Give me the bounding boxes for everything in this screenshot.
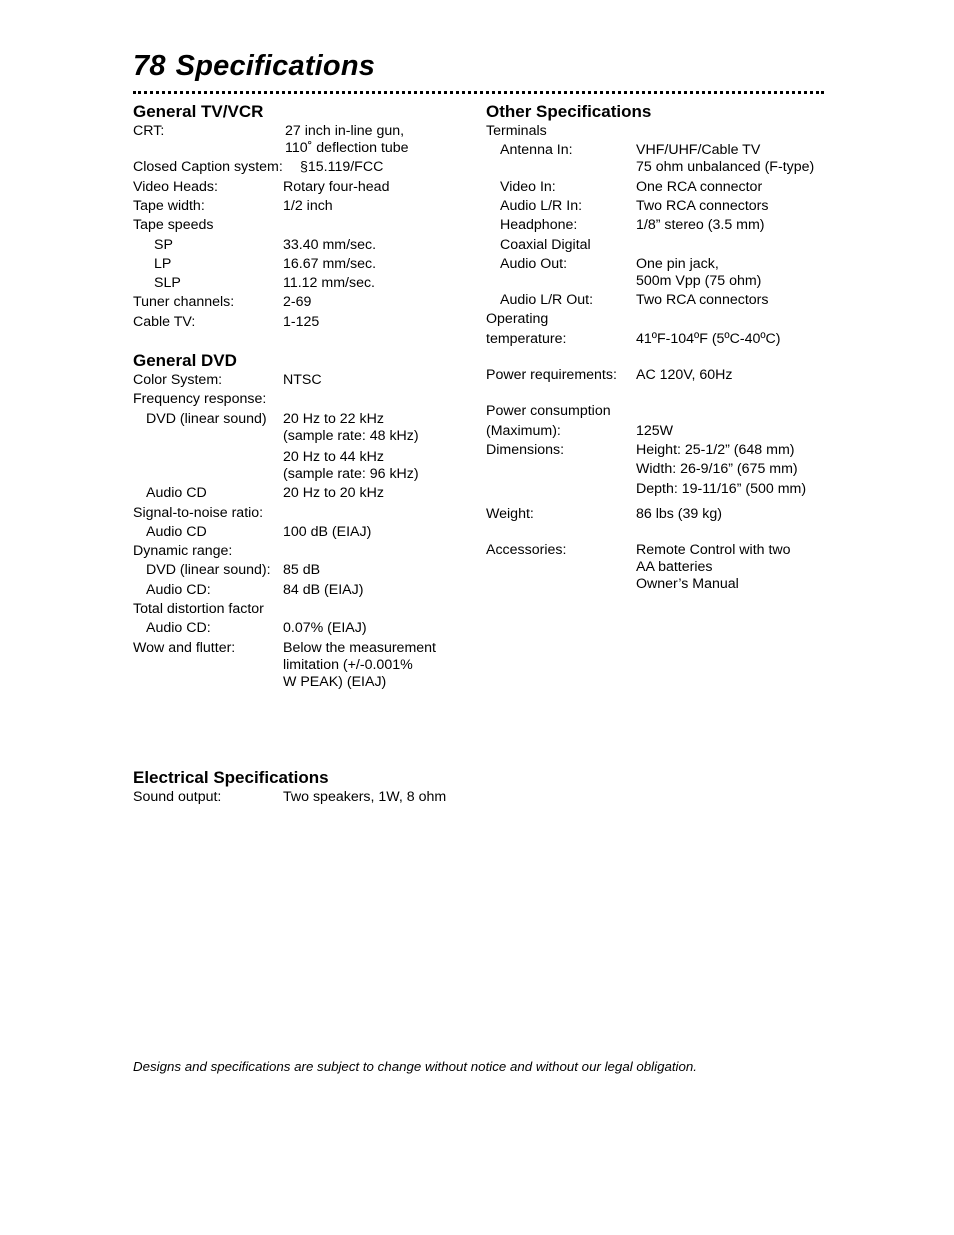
spec-value: 0.07% (EIAJ) [283,620,367,637]
spec-label: Color System: [133,372,223,388]
spec-value: 84 dB (EIAJ) [283,581,364,598]
spec-value: AC 120V, 60Hz [636,367,733,383]
spec-label: Tape width: [133,197,205,214]
page-number: 78 [133,50,166,82]
spec-value: 20 Hz to 44 kHz [283,448,384,465]
spec-value: 100 dB (EIAJ) [283,523,372,540]
spec-value: W PEAK) (EIAJ) [283,673,387,690]
spec-label: Headphone: [500,217,578,234]
spec-label: Tape speeds [133,217,214,234]
spec-list [133,123,473,333]
spec-label: Weight: [486,505,534,522]
spec-value: 1-125 [283,313,320,330]
spec-value: 85 dB [283,562,321,579]
spec-label: Operating [486,311,549,328]
spec-value: 500m Vpp (75 ohm) [636,272,762,289]
spec-label: Power requirements: [486,367,617,383]
spec-value: Height: 25-1/2” (648 mm) [636,441,795,458]
spec-label: Audio CD [146,485,207,502]
spec-value: Two RCA connectors [636,292,769,309]
section-heading: Other Specifications [486,102,652,121]
spec-label: Audio L/R In: [500,197,583,214]
spec-value: Remote Control with two [636,542,791,559]
spec-value: 27 inch in-line gun, [285,123,405,139]
spec-label: Video In: [500,178,556,195]
spec-value: 1/8” stereo (3.5 mm) [636,217,765,234]
spec-label: LP [154,255,172,272]
spec-value: Two speakers, 1W, 8 ohm [283,789,447,805]
spec-label: SP [154,236,173,253]
spec-label: SLP [154,275,181,292]
spec-label: Frequency response: [133,391,267,408]
spec-value: 125W [636,422,674,439]
spec-list [133,789,473,808]
spec-value: Owner’s Manual [636,576,739,593]
spec-label: Video Heads: [133,178,218,195]
spec-label: Signal-to-noise ratio: [133,504,264,521]
spec-value: AA batteries [636,559,713,576]
spec-label: DVD (linear sound) [146,410,267,427]
spec-value: One RCA connector [636,178,763,195]
spec-label: CRT: [133,123,165,139]
spec-label: Wow and flutter: [133,639,236,656]
spec-label: (Maximum): [486,422,561,439]
spec-list [486,123,826,595]
section-heading: General DVD [133,351,237,370]
spec-value: (sample rate: 96 kHz) [283,465,419,482]
spec-label: Audio CD: [146,620,211,637]
spec-value: 20 Hz to 22 kHz [283,410,384,427]
section-general-dvd [133,351,473,693]
spec-label: Sound output: [133,789,222,805]
spec-value: Depth: 19-11/16” (500 mm) [636,480,807,497]
spec-label: temperature: [486,330,567,347]
section-general-tv-vcr [133,102,473,333]
spec-label: Audio CD: [146,581,211,598]
spec-value: 11.12 mm/sec. [283,275,375,292]
spec-value: 110˚ deflection tube [285,140,409,156]
spec-value: VHF/UHF/Cable TV [636,142,761,159]
spec-label: Tuner channels: [133,294,235,311]
spec-value: Two RCA connectors [636,197,769,214]
spec-label: Cable TV: [133,313,196,330]
spec-label: Power consumption [486,403,611,420]
spec-label: Antenna In: [500,142,573,159]
spec-label: Audio Out: [500,255,568,272]
spec-list [133,372,473,693]
spec-value: §15.119/FCC [300,159,384,176]
section-heading: General TV/VCR [133,102,264,121]
section-other-specifications [486,102,826,595]
spec-label: Total distortion factor [133,601,264,617]
spec-value: 20 Hz to 20 kHz [283,485,384,502]
spec-value: 16.67 mm/sec. [283,255,377,272]
page-title-text: Specifications [175,50,376,82]
spec-value: (sample rate: 48 kHz) [283,427,419,444]
spec-label: Audio L/R Out: [500,292,594,309]
spec-label: DVD (linear sound): [146,562,271,579]
title-divider [133,91,824,94]
footer-disclaimer: Designs and specifications are subject to change without notice and without our legal obligation. [133,1059,697,1074]
spec-label: Audio CD [146,523,207,540]
spec-label: Terminals [486,123,547,139]
spec-value: 33.40 mm/sec. [283,236,377,253]
spec-label: Dynamic range: [133,543,233,560]
section-heading: Electrical Specifications [133,768,329,787]
spec-value: Width: 26-9/16” (675 mm) [636,461,798,478]
spec-value: 1/2 inch [283,197,333,214]
spec-label: Dimensions: [486,441,565,458]
spec-label: Closed Caption system: [133,159,283,176]
spec-value: 75 ohm unbalanced (F-type) [636,159,815,176]
spec-label: Coaxial Digital [500,236,591,253]
spec-value: Below the measurement [283,639,436,656]
spec-value: One pin jack, [636,255,719,272]
spec-value: 41ºF-104ºF (5ºC-40ºC) [636,330,781,347]
spec-value: 86 lbs (39 kg) [636,505,722,522]
page-title [133,50,375,83]
spec-value: Rotary four-head [283,178,390,195]
spec-value: limitation (+/-0.001% [283,656,413,673]
spec-label: Accessories: [486,542,567,559]
spec-value: 2-69 [283,294,312,311]
section-electrical-specifications [133,768,473,808]
spec-value: NTSC [283,372,322,388]
